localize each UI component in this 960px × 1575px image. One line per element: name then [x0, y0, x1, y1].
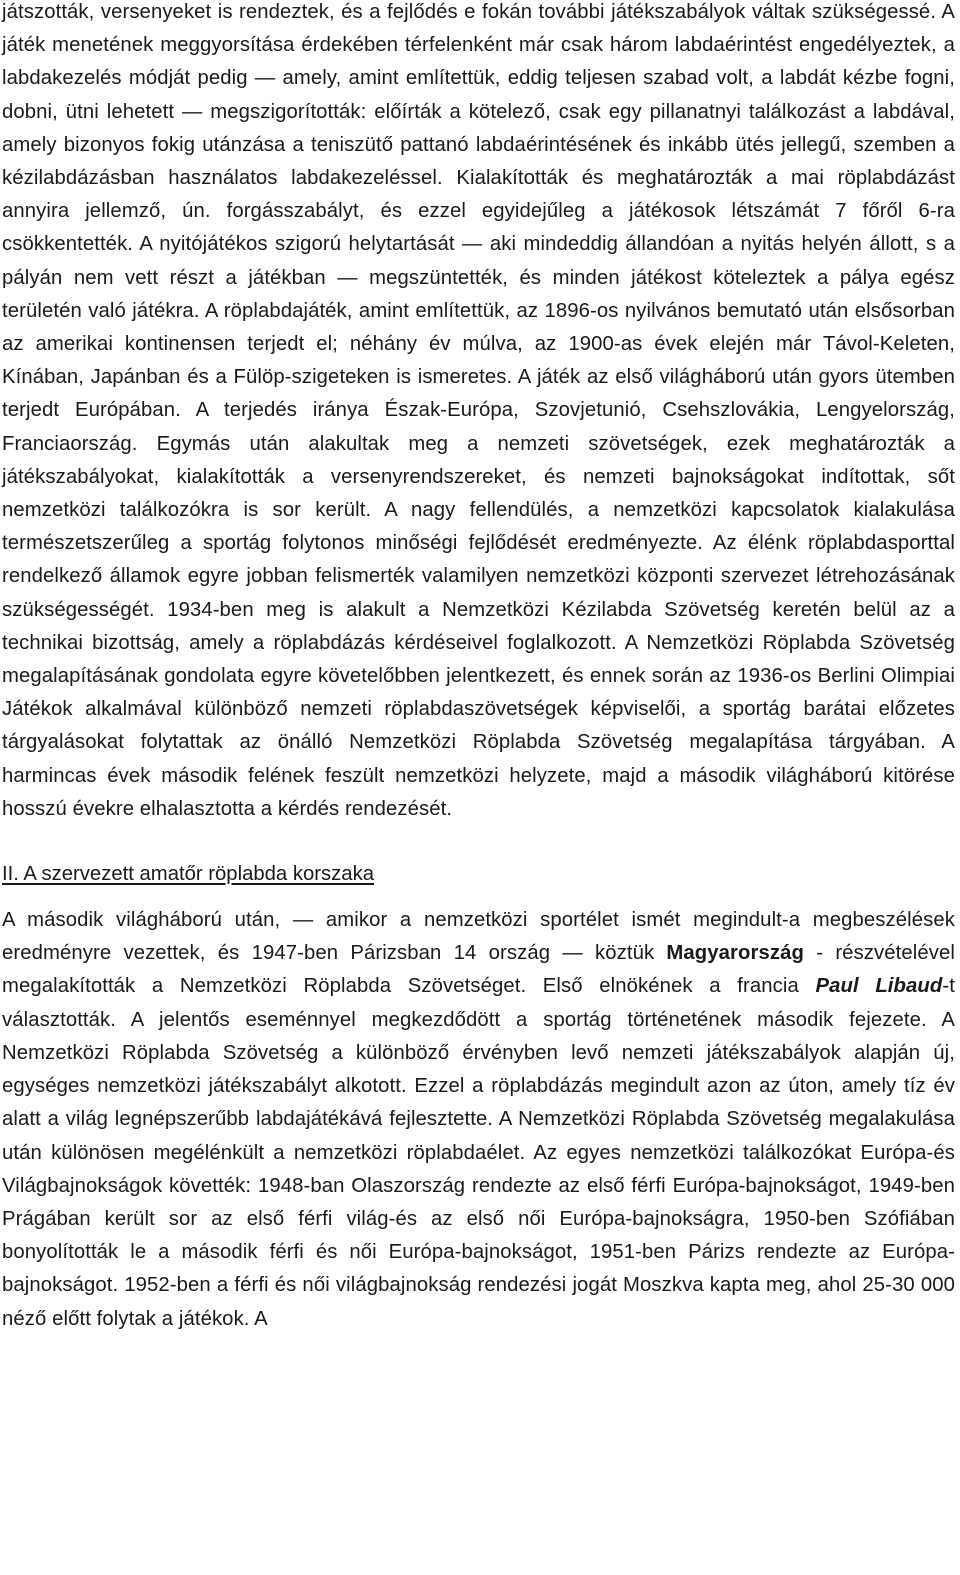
body-paragraph-2 [2, 904, 955, 1336]
section-heading [2, 860, 955, 890]
text-segment: - részvételével megalakították a Nemzetközi Röplabda Szövetséget. Első elnökének a francia [2, 942, 955, 998]
document-page [2, 0, 955, 1336]
bold-italic-name: Paul Libaud [815, 975, 943, 998]
body-paragraph: játszották, versenyeket is rendeztek, és a fejlődés e fokán további játékszabályok váltak szükségessé. A játék menetének meggyorsítása érdekében térfelenként már csak három labdaérintést engedélyeztek, a labdakezelés módját pedig — amely, amint említettük, eddig teljesen szabad volt, a labdát kézbe fogni, dobni, ütni lehetett — megszigorították: előírták a kötelező, csak egy pillanatnyi találkozást a labdával, amely bizonyos fokig utánzása a teniszütő pattanó labdaérintésének és inkább ütés jellegű, szemben a kézilabdázásban használatos labdakezeléssel. Kialakították és meghatározták a mai röplabdázást annyira jellemző, ún. forgásszabályt, és ezzel egyidejűleg a játékosok létszámát 7 főről 6-ra csökkentették. A nyitójátékos szigorú helytartását — aki mindeddig állandóan a nyitás helyén állott, s a pályán nem vett részt a játékban — megszüntették, és minden játékost köteleztek a pálya egész területén való játékra. A röplabdajáték, amint említettük, az 1896-os nyilvános bemutató után elsősorban az amerikai kontinensen terjedt el; néhány év múlva, az 1900-as évek elején már Távol-Keleten, Kínában, Japánban és a Fülöp-szigeteken is ismeretes. A játék az első világháború után gyors ütemben terjedt Európában. A terjedés iránya Észak-Európa, Szovjetunió, Csehszlovákia, Lengyelország, Franciaország. Egymás után alakultak meg a nemzeti szövetségek, ezek meghatározták a játékszabályokat, kialakították a versenyrendszereket, és nemzeti bajnokságokat indítottak, sőt nemzetközi találkozókra is sor került. A nagy fellendülés, a nemzetközi kapcsolatok kialakulása természetszerűleg a sportág folytonos minőségi fejlődését eredményezte. Az élénk röplabdasporttal rendelkező államok egyre jobban felismerték valamilyen nemzetközi központi szervezet létrehozásának szükségességét. 1934-ben meg is alakult a Nemzetközi Kézilabda Szövetség keretén belül az a technikai bizottság, amely a röplabdázás kérdéseivel foglalkozott. A Nemzetközi Röplabda Szövetség megalapításának gondolata egyre követelőbben jelentkezett, és ennek során az 1936-os Berlini Olimpiai Játékok alkalmával különböző nemzeti röplabdaszövetségek képviselői, a sportág barátai előzetes tárgyalásokat folytattak az önálló Nemzetközi Röplabda Szövetség megalapítása tárgyában. A harmincas évek második felének feszült nemzetközi helyzete, majd a második világháború kitörése hosszú évekre elhalasztotta a kérdés rendezését. [2, 1, 955, 820]
section-heading-text: II. A szervezett amatőr röplabda korszaka [2, 863, 375, 886]
text-segment: -t választották. A jelentős eseménnyel megkezdődött a sportág történetének második fejezete. A Nemzetközi Röplabda Szövetség a különböző érvényben levő nemzeti játékszabályok alapján új, egységes nemzetközi játékszabályt alkotott. Ezzel a röplabdázás megindult azon az úton, amely tíz év alatt a világ legnépszerűbb labdajátékává fejlesztette. A Nemzetközi Röplabda Szövetség megalakulása után különösen megélénkült a nemzetközi röplabdaélet. Az egyes nemzetközi találkozókat Európa-és Világbajnokságok követték: 1948-ban Olaszország rendezte az első férfi Európa-bajnokságot, 1949-ben Prágában került sor az első férfi világ-és az első női Európa-bajnokságra, 1950-ben Szófiában bonyolították le a második férfi és női Európa-bajnokságot, 1951-ben Párizs rendezte az Európa-bajnokságot. 1952-ben a férfi és női világbajnokság rendezési jogát Moszkva kapta meg, ahol 25-30 000 néző előtt folytak a játékok. A [2, 975, 955, 1330]
text-segment: A második világháború után, — amikor a nemzetközi sportélet ismét megindult-a megbeszélések eredményre vezettek, és 1947-ben Párizsban 14 ország — köztük [2, 909, 955, 965]
bold-term: Magyarország [666, 942, 805, 965]
